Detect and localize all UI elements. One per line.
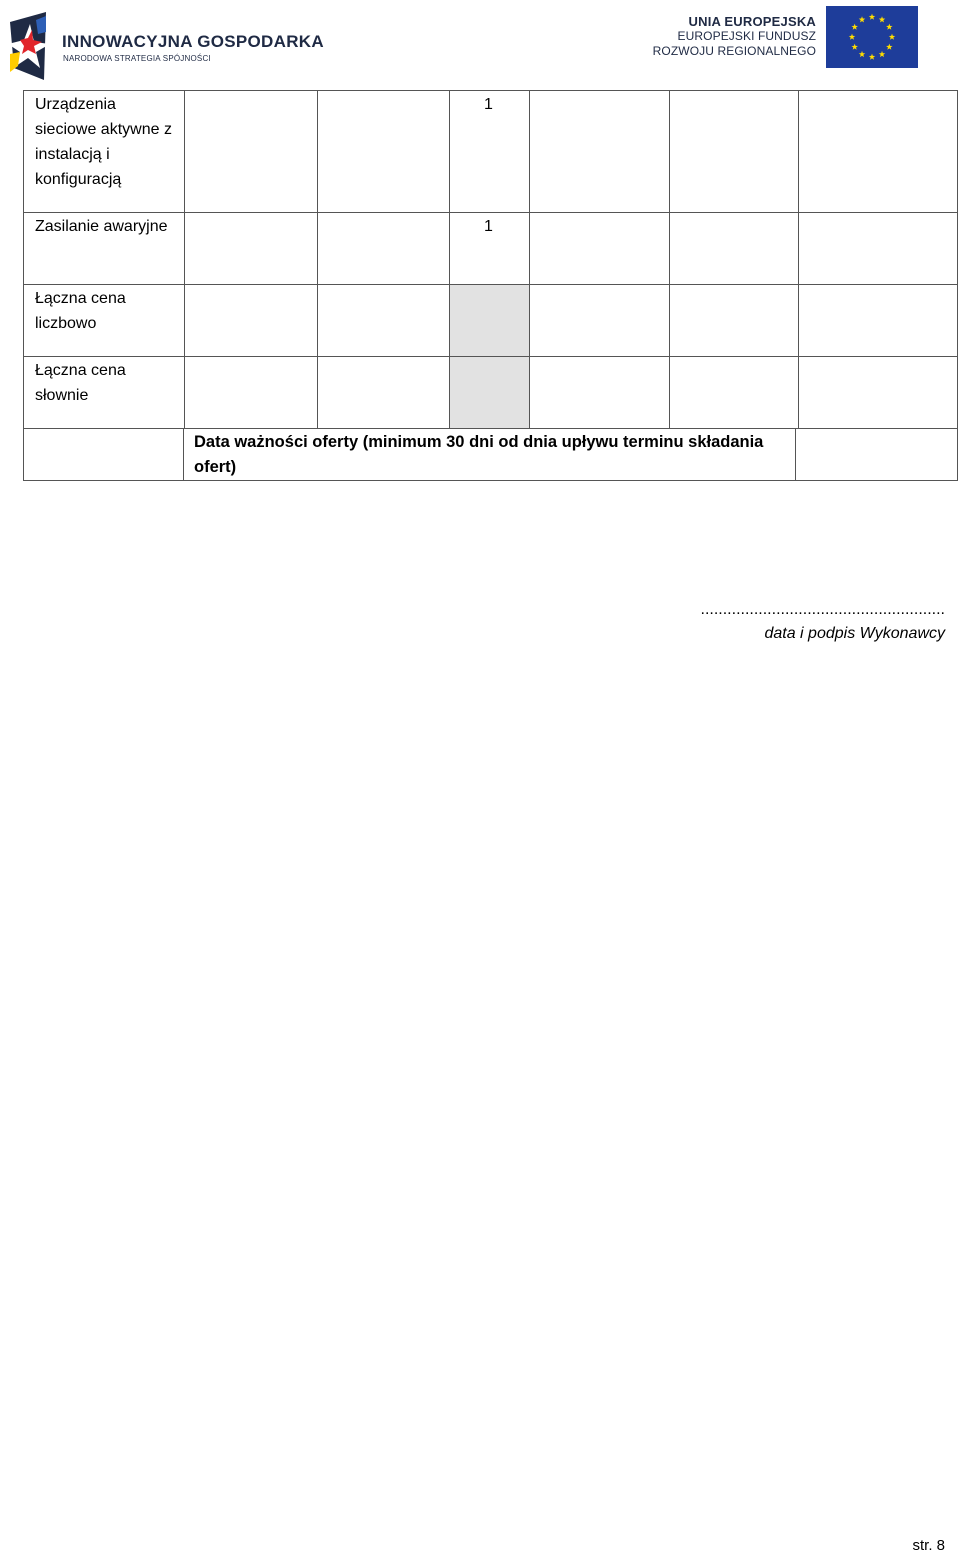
table-cell: [318, 285, 450, 357]
table-cell: [24, 429, 184, 481]
logo-subtitle: NARODOWA STRATEGIA SPÓJNOŚCI: [63, 54, 211, 63]
table-row: [24, 213, 958, 285]
quantity-cell: 1: [450, 213, 530, 285]
table-cell: [318, 357, 450, 429]
signature-line: .......................................................: [700, 601, 945, 618]
table-cell: [530, 213, 670, 285]
table-cell: [530, 357, 670, 429]
quantity-cell: 1: [450, 91, 530, 213]
table-row: [24, 285, 958, 357]
offer-table: [23, 90, 958, 429]
quantity-cell-disabled: [450, 285, 530, 357]
quantity-cell-disabled: [450, 357, 530, 429]
eu-flag-icon: [826, 6, 918, 68]
table-cell: [670, 285, 799, 357]
table-cell: [185, 357, 318, 429]
table-cell: [530, 285, 670, 357]
table-cell: [185, 91, 318, 213]
eu-logo-line3: ROZWOJU REGIONALNEGO: [652, 44, 816, 58]
table-row: [24, 357, 958, 429]
innowacyjna-gospodarka-logo: [6, 10, 324, 80]
row-label: Łączna cena słownie: [24, 357, 185, 429]
table-cell: [185, 285, 318, 357]
table-cell: [670, 213, 799, 285]
offer-validity-value: [796, 429, 958, 481]
logo-title: INNOWACYJNA GOSPODARKA: [62, 32, 324, 51]
table-cell: [185, 213, 318, 285]
signature-label: data i podpis Wykonawcy: [764, 625, 945, 642]
table-cell: [799, 91, 958, 213]
table-cell: [799, 285, 958, 357]
row-label: Zasilanie awaryjne: [24, 213, 185, 285]
offer-validity-label: Data ważności oferty (minimum 30 dni od dnia upływu terminu składania ofert): [184, 429, 796, 481]
table-cell: [799, 357, 958, 429]
table-row: [24, 91, 958, 213]
eu-logo-text: [653, 14, 816, 59]
page-number: str. 8: [912, 1537, 945, 1554]
row-label: Łączna cena liczbowo: [24, 285, 185, 357]
table-cell: [670, 357, 799, 429]
table-row: [24, 429, 958, 481]
table-cell: [318, 91, 450, 213]
eu-logo-line2: EUROPEJSKI FUNDUSZ: [677, 29, 816, 43]
offer-validity-table: [23, 428, 958, 481]
table-cell: [530, 91, 670, 213]
star-logo-icon: [6, 10, 54, 80]
table-cell: [318, 213, 450, 285]
table-cell: [799, 213, 958, 285]
row-label: Urządzenia sieciowe aktywne z instalacją i konfiguracją: [24, 91, 185, 213]
table-cell: [670, 91, 799, 213]
eu-logo-line1: UNIA EUROPEJSKA: [688, 14, 816, 29]
